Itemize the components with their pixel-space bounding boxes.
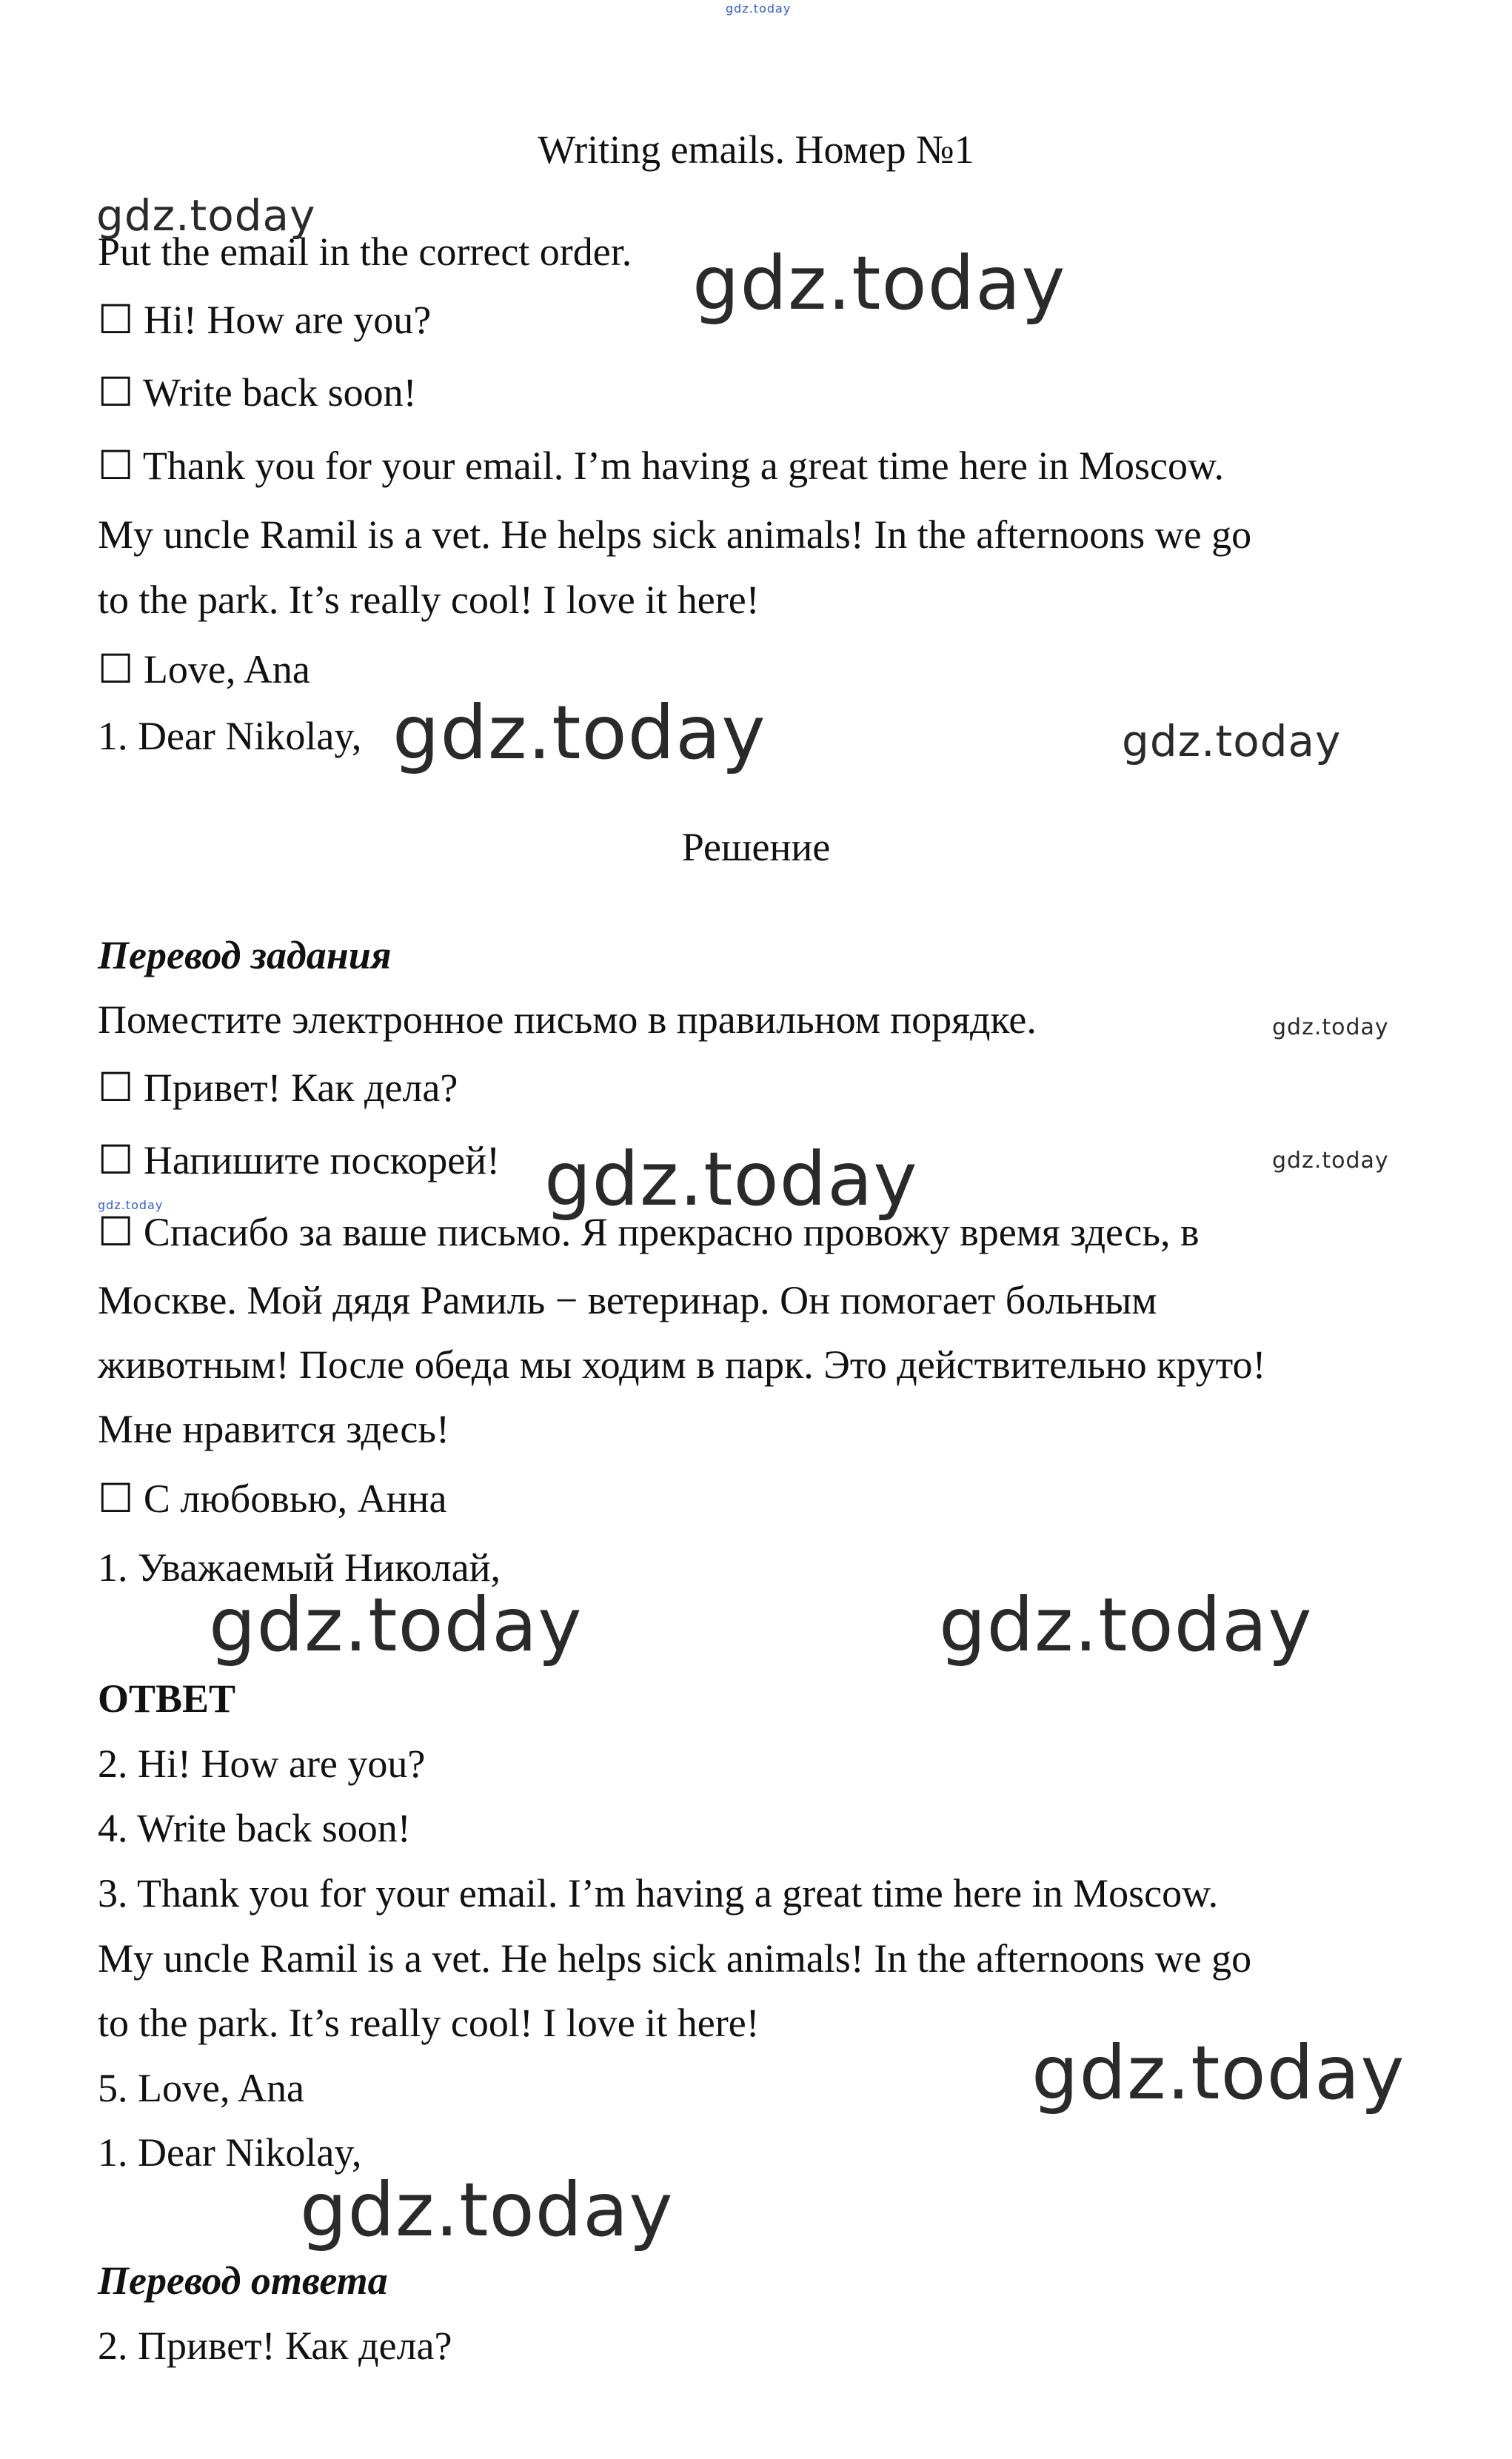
watermark: gdz.today bbox=[98, 1198, 164, 1212]
translation-line: Мне нравится здесь! bbox=[98, 1407, 449, 1451]
task-instruction: Put the email in the correct order. bbox=[98, 230, 632, 274]
watermark: gdz.today bbox=[544, 1136, 918, 1222]
answer-line: 2. Hi! How are you? bbox=[98, 1742, 426, 1786]
watermark: gdz.today bbox=[96, 190, 316, 241]
task-item: 1. Dear Nikolay, bbox=[98, 714, 362, 758]
answer-line: 1. Dear Nikolay, bbox=[98, 2130, 362, 2175]
translation-line: животным! После обеда мы ходим в парк. Это действительно круто! bbox=[98, 1342, 1266, 1387]
task-item: ☐ Thank you for your email. I’m having a great time here in Moscow. bbox=[98, 444, 1224, 488]
task-item: My uncle Ramil is a vet. He helps sick animals! In the afternoons we go bbox=[98, 512, 1252, 557]
answer-line: My uncle Ramil is a vet. He helps sick animals! In the afternoons we go bbox=[98, 1936, 1252, 1981]
answer-heading: ОТВЕТ bbox=[98, 1676, 236, 1721]
answer-translation-line: 2. Привет! Как дела? bbox=[98, 2323, 452, 2368]
translation-line: ☐ Напишите поскорей! bbox=[98, 1138, 501, 1182]
watermark: gdz.today bbox=[1031, 2030, 1405, 2116]
header-watermark: gdz.today bbox=[726, 1, 792, 16]
watermark: gdz.today bbox=[1272, 1014, 1389, 1040]
task-item: ☐ Hi! How are you? bbox=[98, 298, 432, 342]
translation-line: Москве. Мой дядя Рамиль − ветеринар. Он помогает больным bbox=[98, 1278, 1157, 1322]
watermark: gdz.today bbox=[1272, 1148, 1389, 1174]
answer-translation-heading: Перевод ответа bbox=[98, 2258, 388, 2303]
watermark: gdz.today bbox=[392, 689, 766, 776]
translation-line: Поместите электронное письмо в правильном порядке. bbox=[98, 997, 1037, 1042]
translation-line: 1. Уважаемый Николай, bbox=[98, 1545, 501, 1590]
answer-line: 5. Love, Ana bbox=[98, 2066, 304, 2110]
translation-line: ☐ Привет! Как дела? bbox=[98, 1065, 458, 1110]
answer-line: 4. Write back soon! bbox=[98, 1806, 411, 1850]
watermark: gdz.today bbox=[209, 1582, 583, 1668]
answer-line: to the park. It’s really cool! I love it here! bbox=[98, 2001, 760, 2045]
translation-line: ☐ Спасибо за ваше письмо. Я прекрасно провожу время здесь, в bbox=[98, 1210, 1200, 1254]
answer-line: 3. Thank you for your email. I’m having a great time here in Moscow. bbox=[98, 1871, 1219, 1916]
task-item: to the park. It’s really cool! I love it here! bbox=[98, 578, 760, 622]
watermark: gdz.today bbox=[1122, 716, 1342, 766]
page-title: Writing emails. Номер №1 bbox=[538, 127, 974, 172]
task-item: ☐ Love, Ana bbox=[98, 647, 310, 692]
watermark: gdz.today bbox=[939, 1582, 1313, 1668]
solution-heading: Решение bbox=[681, 825, 831, 869]
translation-line: ☐ С любовью, Анна bbox=[98, 1476, 447, 1521]
watermark: gdz.today bbox=[300, 2167, 674, 2253]
task-item: ☐ Write back soon! bbox=[98, 370, 417, 415]
watermark: gdz.today bbox=[692, 240, 1066, 327]
task-translation-heading: Перевод задания bbox=[98, 933, 392, 977]
